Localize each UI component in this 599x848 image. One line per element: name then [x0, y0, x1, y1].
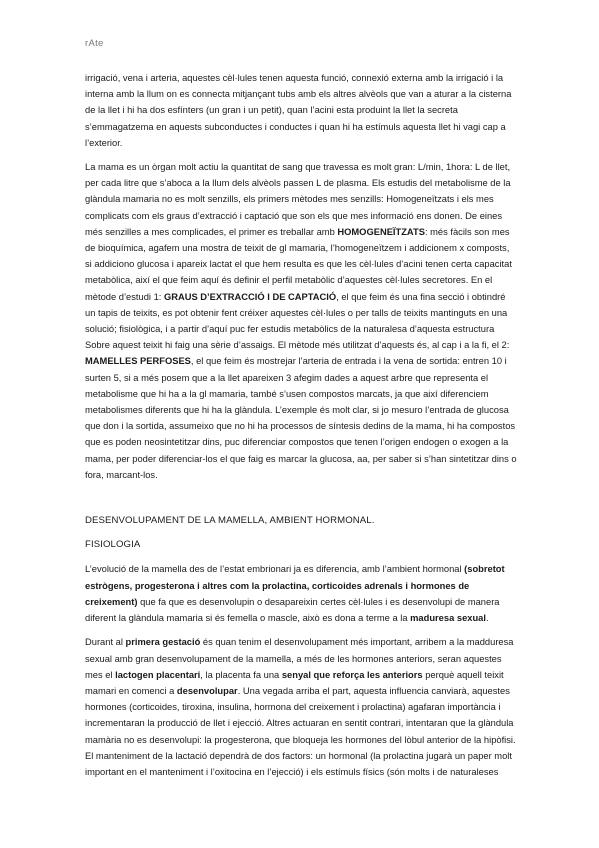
page-header: rAte — [85, 38, 104, 49]
text-run: . Una vegada arriba el part, aquesta influencia canviarà, aquestes hormones (corticoides, tiroxina, insulina, hormona del creixement i prolactina) agafaran importància i incrementaran la producció de llet i ejecció. Altres actuaran en sentit contrari, intentaran que la glàndula mamària no es desenvolupi: la progesterona, que bloqueja les hormones del lòbul anterior de la hipòfisi. El manteniment de la lactació dependrà de dos factors: un hormonal (la prolactina jugarà un paper molt important en el manteniment i l’oxitocina en l’ejecció) i els estímuls físics (són molts i de naturaleses — [85, 685, 516, 777]
term-hormones: (sobretot estrògens, progesterona i altres com la prolactina, corticoides adrenals i hormones de creixement) — [85, 564, 505, 607]
term-maduresa-sexual: maduresa sexual — [410, 613, 486, 624]
term-senyal: senyal que reforça les anteriors — [281, 669, 423, 680]
term-homogeneitzats: HOMOGENEÏTZATS — [337, 226, 425, 237]
text-run: : més fàcils son mes de bioquímica, agafem una mostra de teixit de gl mamaria, l’homogeneïtzem i addicionem x composts, si addiciono glucosa i apareix lactat el que hem resulta es que les cèl·lules d’acini tenen certa capacitat metabòlica, així el que feim aquí és definir el perfil metabòlic d’aquestes cèl·lules secretores. En el mètode d’estudi 1: — [85, 226, 512, 302]
text-run: L’evolució de la mamella des de l’estat embrionari ja es diferencia, amb l’ambient hormonal — [85, 564, 465, 575]
paragraph-evolution — [85, 561, 517, 626]
term-mamelles-perfoses: MAMELLES PERFOSES — [85, 356, 191, 367]
paragraph-gestation — [85, 634, 517, 780]
section-heading: DESENVOLUPAMENT DE LA MAMELLA, AMBIENT HORMONAL. — [85, 515, 375, 527]
term-lactogen-placentari: lactogen placentari — [115, 669, 201, 680]
text-run: La mama es un òrgan molt actiu la quantitat de sang que travessa es molt gran: L/min, 1hora: L de llet, per cada litre que s’aboca a la llum dels alvèols passen L de plasma. Els estudis del metabolisme de la glàndula mamaria no es molt senzills, els primers mètodes mes senzills: Homogeneïtzats i els mes complicats com els graus d’extracció i captació que son els que mes informació ens donen. De eines més senzilles a mes complicades, el primer es treballar amb — [85, 162, 511, 237]
text-run: que fa que es desenvolupin o desapareixin certes cèl·lules i es desenvolupi de manera diferent la glàndula mamaria si és femella o mascle, això es dona a terme a la — [85, 596, 500, 624]
text-run: , el que feim és mostrejar l’arteria de entrada i la vena de sortida: entren 10 i surten 5, si a més posem que a la llet apareixen 3 afegim dades a aquest arbre que representa el metabolisme que hi ha a la gl mamaria, també s’usen compostos marcats, ja que així diferenciem metabolismes diferents que hi ha la glàndula. L’exemple és molt clar, si jo mesuro l’entrada de glucosa que don i la sortida, assumeixo que no hi ha processos de síntesis dedins de la mama, hi ha compostos que es poden neosintetitzar dins, puc diferenciar compostos que tenen l’origen endogen o exogen a la mama, per poder diferenciar-los el que faig es marcar la glucosa, aa, per saber si s’han sintetitzar dins o fora, marcant-los. — [85, 356, 517, 480]
text-run: perquè aquell teixit mamari en comenci a — [85, 669, 504, 696]
subsection-heading: FISIOLOGIA — [85, 539, 141, 551]
text-run: , el que feim és una fina secció i obtindré un tapis de teixits, es pot obtenir fent créixer aquestes cèl·lules o per talls de teixits mantinguts en una solució; fisiològica, i a partir d’aquí puc fer estudis metabòlics de la naturalesa d’aquesta estructura Sobre aquest teixit hi faig una sèrie d’assaigs. El mètode més utilitzat d’aquests és, al cap i a la fi, el 2: — [85, 291, 510, 351]
paragraph-metabolism — [85, 159, 517, 483]
text-run: és quan tenim el desenvolupament més important, arribem a la madduresa sexual amb gran desenvolupament de la mamella, a més de les hormones anteriors, seran aquestes mes el — [85, 637, 514, 680]
text-run: Durant al — [85, 637, 126, 648]
paragraph-irrigation: irrigació, vena i arteria, aquestes cèl·lules tenen aquesta funció, connexió externa amb la irrigació i la interna amb la llum on es connecta mitjançant tubs amb els altres alvèols que van a aturar a la cisterna de la llet i hi ha dos esfínters (un gran i un petit), quan l’acini esta produint la llet la secreta s’emmagatzema en aquests subconductes i conductes i quan hi ha estímuls aquesta llet hi vagi cap a l’exterior. — [85, 73, 512, 148]
text-run: , la placenta fa una — [200, 669, 282, 680]
term-desenvolupar: desenvolupar — [176, 685, 238, 696]
document-body — [85, 70, 517, 780]
text-run: . — [485, 613, 489, 624]
term-graus-extraccio: GRAUS D’EXTRACCIÓ I DE CAPTACIÓ — [163, 291, 337, 302]
term-primera-gestacio: primera gestació — [125, 637, 201, 648]
